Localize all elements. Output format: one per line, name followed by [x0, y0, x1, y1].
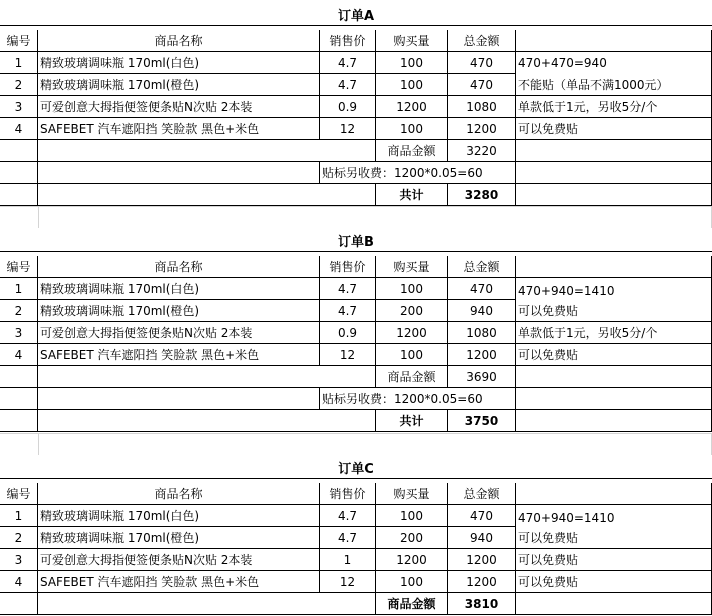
row-name: 精致玻璃调味瓶 170ml(白色) — [38, 505, 320, 527]
order-title-row — [0, 230, 712, 252]
note-cell: 单款低于1元，另收5分/个 — [516, 96, 712, 118]
table-row — [0, 96, 712, 118]
empty-cell — [0, 410, 38, 432]
subtotal-label: 商品金额 — [376, 140, 448, 162]
row-total: 470 — [448, 505, 516, 527]
header-name: 商品名称 — [38, 483, 320, 505]
row-price: 4.7 — [320, 74, 376, 96]
row-no: 4 — [0, 118, 38, 140]
header-price: 销售价 — [320, 256, 376, 278]
subtotal-value: 3810 — [448, 593, 516, 615]
row-qty: 100 — [376, 571, 448, 593]
row-total: 1200 — [448, 118, 516, 140]
row-qty: 100 — [376, 118, 448, 140]
header-no: 编号 — [0, 256, 38, 278]
empty-cell — [38, 410, 376, 432]
note-text: 470+940=1410 — [518, 511, 615, 525]
header-row — [0, 30, 712, 52]
order-b — [0, 228, 712, 433]
empty-cell — [516, 410, 712, 432]
row-total: 1200 — [448, 549, 516, 571]
empty-cell — [38, 366, 376, 388]
row-total: 940 — [448, 300, 516, 322]
row-name: 可爱创意大拇指便签便条贴N次贴 2本装 — [38, 96, 320, 118]
table-row — [0, 322, 712, 344]
table-row — [0, 571, 712, 593]
header-name: 商品名称 — [38, 30, 320, 52]
row-name: 精致玻璃调味瓶 170ml(橙色) — [38, 74, 320, 96]
row-total: 940 — [448, 527, 516, 549]
row-total: 470 — [448, 74, 516, 96]
empty-cell — [38, 184, 376, 206]
row-qty: 1200 — [376, 322, 448, 344]
row-no: 1 — [0, 52, 38, 74]
table-row — [0, 300, 712, 322]
total-row — [0, 184, 712, 206]
note-cell: 可以免费贴 — [516, 344, 712, 366]
row-name: 可爱创意大拇指便签便条贴N次贴 2本装 — [38, 322, 320, 344]
header-price: 销售价 — [320, 30, 376, 52]
row-qty: 100 — [376, 505, 448, 527]
empty-cell — [38, 140, 376, 162]
empty-cell — [0, 366, 38, 388]
header-name: 商品名称 — [38, 256, 320, 278]
row-price: 4.7 — [320, 278, 376, 300]
row-qty: 1200 — [376, 549, 448, 571]
row-no: 1 — [0, 505, 38, 527]
fee-row — [0, 162, 712, 184]
order-a — [0, 0, 712, 206]
row-no: 2 — [0, 74, 38, 96]
row-qty: 100 — [376, 74, 448, 96]
row-no: 4 — [0, 571, 38, 593]
row-no: 4 — [0, 344, 38, 366]
row-total: 1080 — [448, 322, 516, 344]
empty-cell — [0, 388, 38, 410]
header-qty: 购买量 — [376, 256, 448, 278]
row-qty: 200 — [376, 527, 448, 549]
total-value: 3750 — [448, 410, 516, 432]
empty-cell — [516, 162, 712, 184]
subtotal-label: 商品金额 — [376, 366, 448, 388]
row-total: 1200 — [448, 571, 516, 593]
header-row — [0, 256, 712, 278]
subtotal-value: 3690 — [448, 366, 516, 388]
note-text: 可以免费贴 — [518, 304, 579, 318]
subtotal-row — [0, 366, 712, 388]
row-price: 12 — [320, 118, 376, 140]
header-row — [0, 483, 712, 505]
note-text: 可以免费贴 — [518, 531, 579, 545]
fee-label: 贴标另收费：1200*0.05=60 — [320, 162, 516, 184]
row-price: 12 — [320, 344, 376, 366]
note-cell: 可以免费贴 — [516, 571, 712, 593]
empty-cell — [38, 388, 320, 410]
empty-cell — [0, 140, 38, 162]
row-no: 1 — [0, 278, 38, 300]
row-no: 2 — [0, 300, 38, 322]
empty-cell — [516, 593, 712, 615]
row-qty: 1200 — [376, 96, 448, 118]
header-note — [516, 483, 712, 505]
note-text: 470+470=940 — [518, 56, 607, 70]
fee-label: 贴标另收费：1200*0.05=60 — [320, 388, 516, 410]
table-row — [0, 344, 712, 366]
total-value: 3280 — [448, 184, 516, 206]
order-c — [0, 455, 712, 616]
header-no: 编号 — [0, 30, 38, 52]
row-name: 精致玻璃调味瓶 170ml(橙色) — [38, 300, 320, 322]
row-no: 3 — [0, 322, 38, 344]
empty-cell — [0, 162, 38, 184]
note-text: 470+940=1410 — [518, 284, 615, 298]
row-name: 精致玻璃调味瓶 170ml(白色) — [38, 278, 320, 300]
empty-cell — [516, 140, 712, 162]
order-title: 订单B — [338, 235, 374, 250]
empty-cell — [38, 593, 376, 615]
table-row — [0, 527, 712, 549]
row-price: 1 — [320, 549, 376, 571]
row-total: 470 — [448, 52, 516, 74]
empty-cell — [516, 388, 712, 410]
header-qty: 购买量 — [376, 30, 448, 52]
order-title: 订单C — [338, 462, 374, 477]
order-title-row — [0, 4, 712, 26]
order-title: 订单A — [337, 9, 375, 24]
header-no: 编号 — [0, 483, 38, 505]
row-price: 4.7 — [320, 52, 376, 74]
row-price: 0.9 — [320, 96, 376, 118]
subtotal-label: 商品金额 — [376, 593, 448, 615]
total-row — [0, 410, 712, 432]
header-total: 总金额 — [448, 30, 516, 52]
row-name: SAFEBET 汽车遮阳挡 笑脸款 黑色+米色 — [38, 118, 320, 140]
note-cell: 单款低于1元，另收5分/个 — [516, 322, 712, 344]
row-no: 3 — [0, 96, 38, 118]
empty-cell — [516, 184, 712, 206]
row-price: 4.7 — [320, 505, 376, 527]
row-total: 470 — [448, 278, 516, 300]
table-row — [0, 549, 712, 571]
row-price: 12 — [320, 571, 376, 593]
row-no: 3 — [0, 549, 38, 571]
order-title-row — [0, 457, 712, 479]
empty-cell — [0, 593, 38, 615]
row-qty: 200 — [376, 300, 448, 322]
note-cell: 可以免费贴 — [516, 118, 712, 140]
subtotal-value: 3220 — [448, 140, 516, 162]
header-note — [516, 256, 712, 278]
note-cell: 可以免费贴 — [516, 549, 712, 571]
table-row — [0, 118, 712, 140]
row-price: 4.7 — [320, 300, 376, 322]
row-total: 1080 — [448, 96, 516, 118]
header-total: 总金额 — [448, 256, 516, 278]
row-qty: 100 — [376, 344, 448, 366]
total-label: 共计 — [376, 184, 448, 206]
row-name: SAFEBET 汽车遮阳挡 笑脸款 黑色+米色 — [38, 571, 320, 593]
row-name: 精致玻璃调味瓶 170ml(白色) — [38, 52, 320, 74]
row-no: 2 — [0, 527, 38, 549]
row-price: 0.9 — [320, 322, 376, 344]
header-note — [516, 30, 712, 52]
row-qty: 100 — [376, 278, 448, 300]
header-price: 销售价 — [320, 483, 376, 505]
header-qty: 购买量 — [376, 483, 448, 505]
row-total: 1200 — [448, 344, 516, 366]
row-name: SAFEBET 汽车遮阳挡 笑脸款 黑色+米色 — [38, 344, 320, 366]
fee-row — [0, 388, 712, 410]
empty-cell — [0, 184, 38, 206]
row-name: 可爱创意大拇指便签便条贴N次贴 2本装 — [38, 549, 320, 571]
empty-cell — [516, 366, 712, 388]
row-name: 精致玻璃调味瓶 170ml(橙色) — [38, 527, 320, 549]
subtotal-row — [0, 593, 712, 615]
row-qty: 100 — [376, 52, 448, 74]
empty-cell — [38, 162, 320, 184]
total-label: 共计 — [376, 410, 448, 432]
note-text: 不能贴（单品不满1000元） — [518, 78, 669, 92]
row-price: 4.7 — [320, 527, 376, 549]
subtotal-row — [0, 140, 712, 162]
header-total: 总金额 — [448, 483, 516, 505]
